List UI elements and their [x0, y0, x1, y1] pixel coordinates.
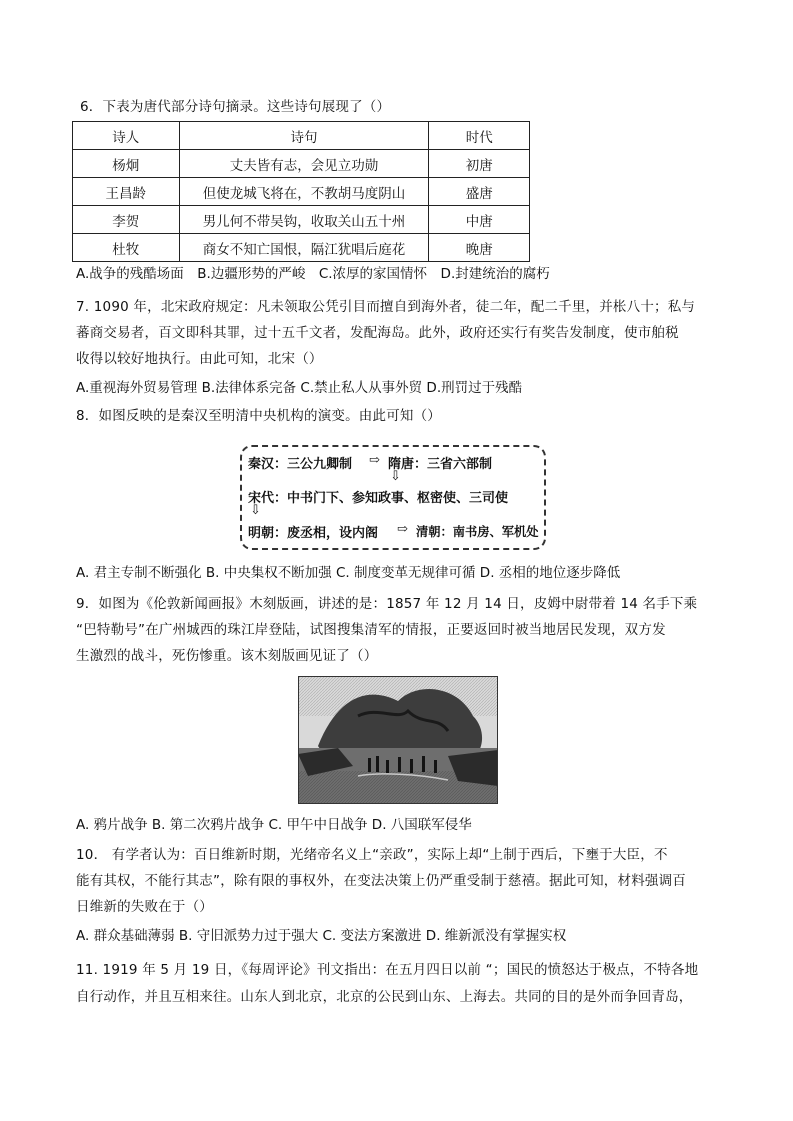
q6-options: A.战争的残酷场面 B.边疆形势的严峻 C.浓厚的家国情怀 D.封建统治的腐朽 — [76, 266, 550, 282]
q7-line1: 7. 1090 年，北宋政府规定：凡未领取公凭引目而擅自到海外者，徒二年，配二千里，并枨八十；私与 — [76, 299, 696, 315]
header-era: 时代 — [429, 122, 530, 150]
q9-line3: 生激烈的战斗，死伤惨重。该木刻版画见证了（） — [76, 648, 378, 664]
table-cell: 李贺 — [73, 206, 180, 234]
q7-options: A.重视海外贸易管理 B.法律体系完备 C.禁止私人从事外贸 D.刑罚过于残酷 — [76, 380, 523, 396]
table-cell: 晚唐 — [429, 234, 530, 262]
table-cell: 初唐 — [429, 150, 530, 178]
institution-evolution-diagram — [240, 445, 546, 550]
table-row — [73, 150, 530, 178]
diagram-suitang: 隋唐：三省六部制 — [388, 457, 493, 472]
q8-options: A. 君主专制不断强化 B. 中央集权不断加强 C. 制度变革无规律可循 D. 丞相的地位逐步降低 — [76, 565, 621, 581]
arrow-down-icon: ⇩ — [250, 503, 261, 518]
table-cell: 杜牧 — [73, 234, 180, 262]
q8-stem: 8．如图反映的是秦汉至明清中央机构的演变。由此可知（） — [76, 408, 441, 424]
table-row — [73, 206, 530, 234]
table-cell: 商女不知亡国恨，隔江犹唱后庭花 — [179, 234, 429, 262]
arrow-down-icon: ⇩ — [390, 469, 401, 484]
table-cell: 中唐 — [429, 206, 530, 234]
q9-options: A. 鸦片战争 B. 第二次鸦片战争 C. 甲午中日战争 D. 八国联军侵华 — [76, 817, 472, 833]
table-cell: 杨炯 — [73, 150, 180, 178]
diagram-ming: 明朝：废丞相，设内阁 — [248, 526, 379, 541]
q10-options: A. 群众基础薄弱 B. 守旧派势力过于强大 C. 变法方案激进 D. 维新派没有掌握实权 — [76, 928, 567, 944]
q9-line1: 9．如图为《伦敦新闻画报》木刻版画，讲述的是：1857 年 12 月 14 日，皮姆中尉带着 14 名手下乘 — [76, 596, 698, 612]
q6-stem: 6．下表为唐代部分诗句摘录。这些诗句展现了（） — [80, 99, 391, 115]
arrow-right-icon: ⇨ — [369, 453, 380, 468]
q10-line1: 10． 有学者认为：百日维新时期，光绪帝名义上“亲政”，实际上却“上制于西后，下壅于大臣，不 — [76, 847, 668, 863]
q10-line2: 能有其权，不能行其志”，除有限的事权外，在变法决策上仍严重受制于慈禧。据此可知，材料强调百 — [76, 873, 686, 889]
arrow-right-icon: ⇨ — [397, 522, 408, 537]
table-header-row — [73, 122, 530, 150]
table-cell: 男儿何不带吴钩，收取关山五十州 — [179, 206, 429, 234]
q11-line1: 11. 1919 年 5 月 19 日，《每周评论》刊文指出：在五月四日以前 “；国民的愤怒达于极点，不特各地 — [76, 962, 699, 978]
table-cell: 王昌龄 — [73, 178, 180, 206]
diagram-qing: 清朝：南书房、军机处 — [416, 524, 539, 539]
table-cell: 但使龙城飞将在，不教胡马度阴山 — [179, 178, 429, 206]
table-cell: 盛唐 — [429, 178, 530, 206]
woodcut-battle-image — [298, 676, 498, 804]
q7-line2: 蕃商交易者，百文即科其罪，过十五千文者，发配海岛。此外，政府还实行有奖告发制度，使市舶税 — [76, 325, 679, 341]
q10-line3: 日维新的失败在于（） — [76, 899, 213, 915]
q9-line2: “巴特勒号”在广州城西的珠江岸登陆，试图搜集清军的情报，正要返回时被当地居民发现，双方发 — [76, 622, 666, 638]
q11-line2: 自行动作，并且互相来往。山东人到北京，北京的公民到山东、上海去。共同的目的是外而争回青岛， — [76, 989, 693, 1005]
diagram-song: 宋代：中书门下、参知政事、枢密使、三司使 — [248, 491, 509, 506]
header-verse: 诗句 — [179, 122, 429, 150]
header-poet: 诗人 — [73, 122, 180, 150]
poem-table — [72, 121, 530, 262]
table-row — [73, 178, 530, 206]
q7-line3: 收得以较好地执行。由此可知，北宋（） — [76, 351, 323, 367]
diagram-qinhan: 秦汉：三公九卿制 — [248, 457, 353, 472]
table-cell: 丈夫皆有志，会见立功勋 — [179, 150, 429, 178]
table-row — [73, 234, 530, 262]
